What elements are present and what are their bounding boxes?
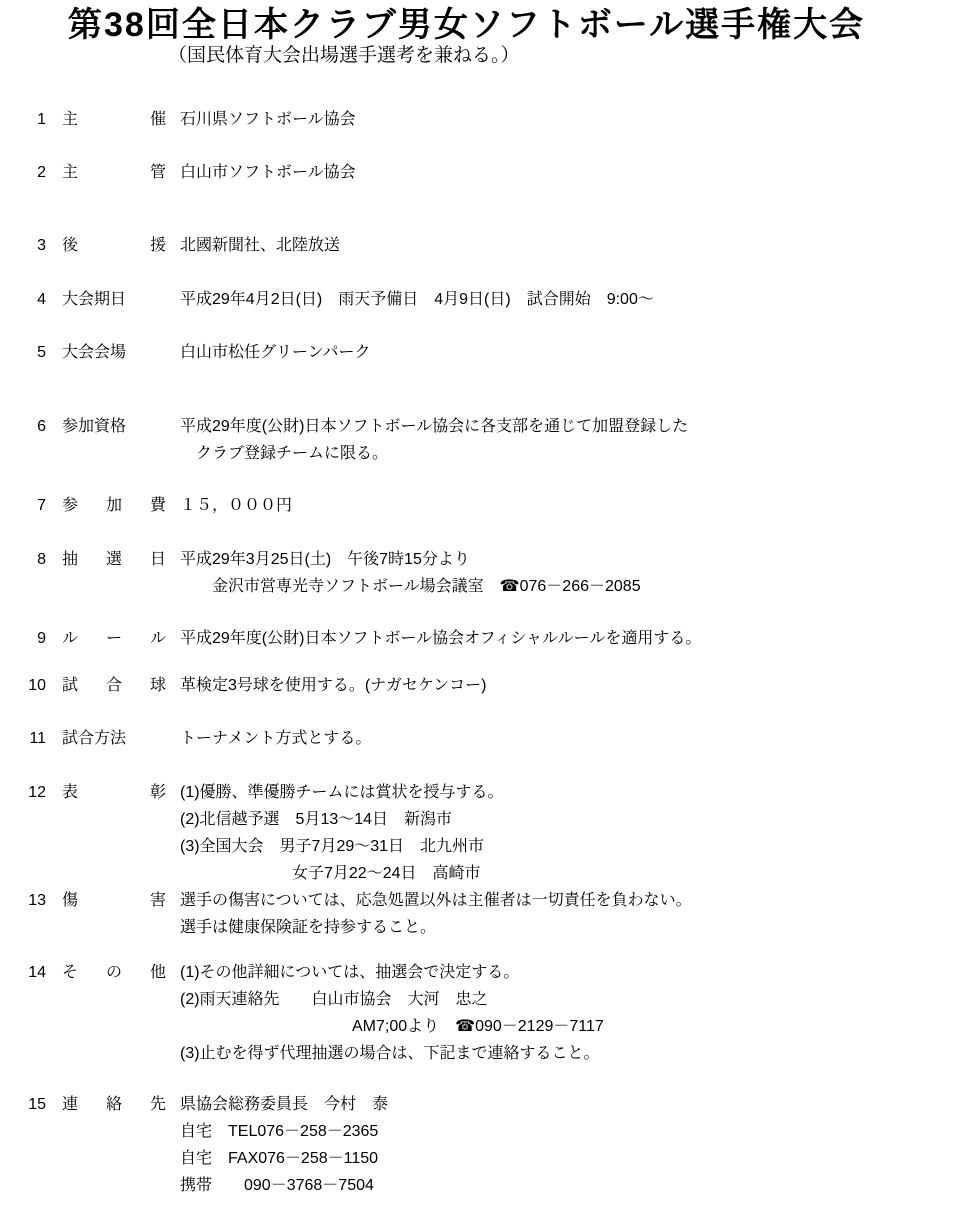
item-row-15 — [0, 1091, 976, 1199]
item-content-line: 自宅 FAX076－258－1150 — [180, 1150, 379, 1167]
item-content-line phone-line: 金沢市営専光寺ソフトボール場会議室 ☎076－266－2085 — [212, 578, 641, 595]
item-content-line: 平成29年度(公財)日本ソフトボール協会に各支部を通じて加盟登録した — [180, 418, 689, 435]
item-label: 参加費 — [62, 497, 166, 514]
item-content-line: (3)止むを得ず代理抽選の場合は、下記まで連絡すること。 — [180, 1045, 600, 1062]
item-content-line: 女子7月22～24日 高崎市 — [292, 865, 481, 882]
item-content-line: 平成29年3月25日(土) 午後7時15分より — [180, 551, 470, 568]
document-page — [0, 6, 976, 1217]
item-content — [180, 779, 976, 887]
item-label: 主管 — [62, 164, 166, 181]
item-number: 6 — [37, 418, 46, 435]
item-row-7 — [0, 492, 976, 519]
item-label: 主催 — [62, 111, 166, 128]
item-row-14 — [0, 959, 976, 1067]
item-content-line: (1)優勝、準優勝チームには賞状を授与する。 — [180, 784, 504, 801]
item-content — [180, 413, 976, 467]
item-label: 傷害 — [62, 892, 166, 909]
item-row-6 — [0, 413, 976, 467]
item-content-line: 平成29年度(公財)日本ソフトボール協会オフィシャルルールを適用する。 — [180, 630, 702, 647]
item-content — [180, 232, 976, 259]
item-content — [180, 887, 976, 941]
item-content — [180, 106, 976, 133]
item-number: 8 — [37, 551, 46, 568]
item-content-line: 選手は健康保険証を持参すること。 — [180, 919, 437, 936]
item-number: 9 — [37, 630, 46, 647]
item-label: 抽選日 — [62, 551, 166, 568]
item-content-line: (2)雨天連絡先 白山市協会 大河 忠之 — [180, 991, 488, 1008]
item-row-4 — [0, 286, 976, 313]
item-row-2 — [0, 159, 976, 186]
item-content-line: (3)全国大会 男子7月29～31日 北九州市 — [180, 838, 485, 855]
item-row-11 — [0, 725, 976, 752]
item-content-line: 自宅 TEL076－258－2365 — [180, 1123, 379, 1140]
item-content-line: トーナメント方式とする。 — [180, 730, 372, 747]
item-row-1 — [0, 106, 976, 133]
item-content — [180, 339, 976, 366]
item-content-line: １５，０００円 — [180, 497, 293, 514]
item-label: 試合球 — [62, 677, 166, 694]
item-content — [180, 672, 976, 699]
item-row-13 — [0, 887, 976, 941]
item-content-line: (2)北信越予選 5月13～14日 新潟市 — [180, 811, 453, 828]
item-number: 11 — [29, 730, 46, 747]
item-content — [180, 492, 976, 519]
item-number: 3 — [37, 237, 46, 254]
item-content-line: (1)その他詳細については、抽選会で決定する。 — [180, 964, 520, 981]
item-content — [180, 546, 976, 600]
item-content — [180, 286, 976, 313]
item-content-line: 石川県ソフトボール協会 — [180, 111, 356, 128]
item-content-line: クラブ登録チームに限る。 — [196, 445, 389, 462]
item-label: 参加資格 — [62, 418, 127, 435]
item-content-line: 北國新聞社、北陸放送 — [180, 237, 341, 254]
item-content-line: 白山市松任グリーンパーク — [180, 344, 371, 361]
item-number: 7 — [37, 497, 46, 514]
item-label: 大会会場 — [62, 344, 127, 361]
item-content — [180, 959, 976, 1067]
item-content-line: 選手の傷害については、応急処置以外は主催者は一切責任を負わない。 — [180, 892, 692, 909]
item-number: 1 — [37, 111, 46, 128]
item-number: 12 — [28, 784, 46, 801]
item-content-line phone-line: AM7;00より ☎090－2129－7117 — [352, 1018, 604, 1035]
item-content-line: 白山市ソフトボール協会 — [180, 164, 356, 181]
item-row-12 — [0, 779, 976, 887]
item-number: 4 — [37, 291, 46, 308]
item-number: 14 — [28, 964, 46, 981]
item-content-line: 平成29年4月2日(日) 雨天予備日 4月9日(日) 試合開始 9:00～ — [180, 291, 654, 308]
item-label: 試合方法 — [62, 730, 127, 747]
item-content — [180, 159, 976, 186]
item-row-10 — [0, 672, 976, 699]
item-label: 後援 — [62, 237, 166, 254]
item-row-8 — [0, 546, 976, 600]
item-content-line: 携帯 090－3768－7504 — [180, 1177, 374, 1194]
item-label: 連絡先 — [62, 1096, 166, 1113]
item-row-9 — [0, 625, 976, 652]
item-content — [180, 625, 976, 652]
item-content-line: 県協会総務委員長 今村 泰 — [180, 1096, 389, 1113]
document-subtitle: （国民体育大会出場選手選考を兼ねる。） — [168, 45, 520, 66]
item-content — [180, 725, 976, 752]
document-title: 第38回全日本クラブ男女ソフトボール選手権大会 — [68, 6, 866, 44]
item-label: ルール — [62, 630, 166, 647]
item-number: 10 — [28, 677, 46, 694]
item-number: 2 — [37, 164, 46, 181]
item-label: 大会期日 — [62, 291, 127, 308]
item-number: 15 — [28, 1096, 46, 1113]
item-label: その他 — [62, 964, 166, 981]
item-content-line: 革検定3号球を使用する。(ナガセケンコー) — [180, 677, 487, 694]
item-row-3 — [0, 232, 976, 259]
item-number: 5 — [37, 344, 46, 361]
item-row-5 — [0, 339, 976, 366]
item-number: 13 — [28, 892, 46, 909]
item-content — [180, 1091, 976, 1199]
item-label: 表彰 — [62, 784, 166, 801]
